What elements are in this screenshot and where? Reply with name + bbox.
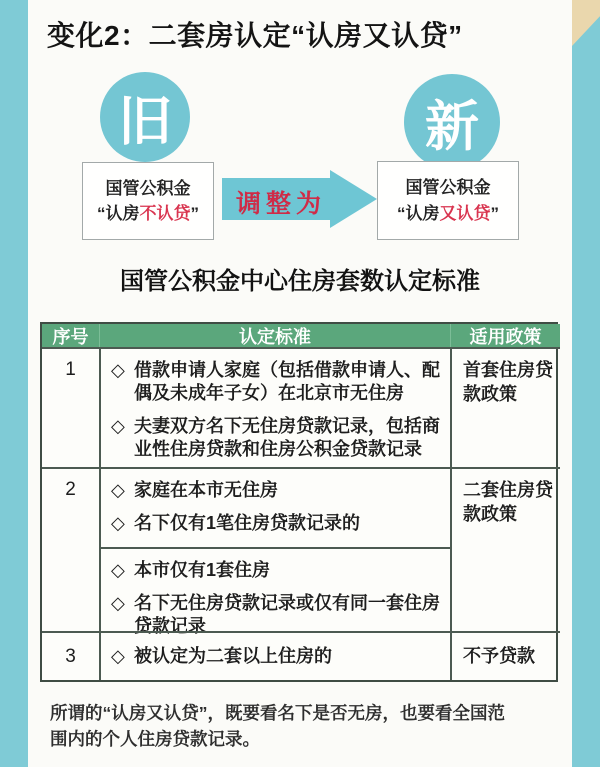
criteria-text: 夫妻双方名下无住房贷款记录，包括商业性住房贷款和住房公积金贷款记录 [134, 416, 440, 460]
criteria-text: 家庭在本市无住房 [134, 480, 278, 500]
row3-criteria [99, 631, 450, 680]
right-border-strip [572, 0, 600, 767]
diamond-bullet-icon: ◇ [111, 513, 125, 534]
old-rule-pre: “认房 [97, 204, 140, 223]
old-rule-highlight: 不认贷 [139, 204, 191, 223]
criteria-text: 被认定为二套以上住房的 [134, 645, 332, 666]
criteria-text: 借款申请人家庭（包括借款申请人、配偶及未成年子女）在北京市无住房 [134, 360, 440, 404]
new-policy-org: 国管公积金 [405, 178, 491, 197]
left-border-strip [0, 0, 28, 767]
old-badge: 旧 [100, 72, 190, 162]
criteria-table [40, 322, 558, 682]
criteria-text: 名下仅有1笔住房贷款记录的 [134, 513, 361, 534]
row2-policy: 二套住房贷款政策 [450, 467, 560, 631]
old-policy-rule [97, 201, 199, 227]
column-header-criteria: 认定标准 [99, 324, 450, 347]
diamond-bullet-icon: ◇ [111, 360, 125, 380]
old-rule-post: ” [190, 204, 199, 223]
new-badge: 新 [404, 74, 500, 170]
new-rule-post: ” [490, 203, 499, 223]
column-header-number: 序号 [42, 324, 99, 347]
criteria-item [111, 415, 442, 461]
criteria-item [111, 512, 442, 535]
row2-criteria-upper [99, 467, 450, 547]
diamond-bullet-icon: ◇ [111, 480, 125, 500]
column-header-policy: 适用政策 [450, 324, 560, 347]
diamond-bullet-icon: ◇ [111, 593, 125, 614]
footer-note: 所谓的“认房又认贷”，既要看名下是否无房，也要看全国范围内的个人住房贷款记录。 [50, 703, 505, 750]
diamond-bullet-icon: ◇ [111, 645, 125, 666]
row2-criteria-lower [99, 547, 450, 637]
transition-arrow-label: 调整为 [235, 190, 326, 218]
criteria-item [111, 479, 442, 502]
row1-number: 1 [42, 347, 99, 467]
new-rule-pre: “认房 [397, 203, 440, 223]
page-title: 变化2：二套房认定“认房又认贷” [47, 20, 463, 51]
diamond-bullet-icon: ◇ [111, 416, 125, 437]
row1-policy: 首套住房贷款政策 [450, 347, 560, 467]
row3-policy: 不予贷款 [450, 631, 560, 680]
old-policy-box [82, 162, 214, 240]
diamond-bullet-icon: ◇ [111, 560, 125, 580]
new-policy-box [377, 161, 519, 240]
criteria-text: 名下无住房贷款记录或仅有同一套住房贷款记录 [134, 593, 440, 637]
new-rule-highlight: 又认贷 [439, 203, 491, 223]
row3-number: 3 [42, 631, 99, 680]
criteria-item [111, 645, 442, 668]
row1-criteria [99, 347, 450, 467]
row2-number: 2 [42, 467, 99, 631]
criteria-item [111, 359, 442, 405]
criteria-text: 本市仅有1套住房 [134, 560, 271, 580]
new-policy-rule [397, 201, 499, 227]
table-title: 国管公积金中心住房套数认定标准 [120, 268, 480, 295]
old-policy-org: 国管公积金 [105, 178, 191, 198]
criteria-item [111, 559, 442, 582]
